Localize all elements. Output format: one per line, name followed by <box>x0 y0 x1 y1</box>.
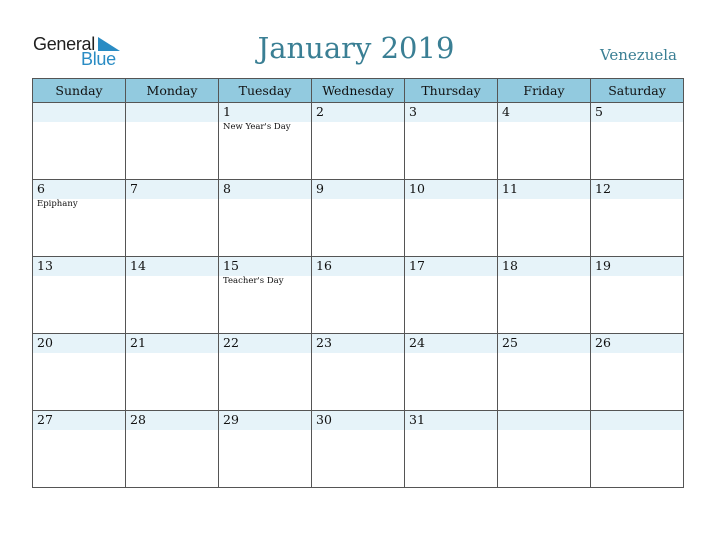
day-cell <box>219 334 312 411</box>
day-cell <box>312 411 405 488</box>
day-number: 6 <box>37 181 45 196</box>
day-number: 15 <box>223 258 239 273</box>
weekday-header-row <box>33 79 684 103</box>
country-label: Venezuela <box>599 46 677 64</box>
day-number: 27 <box>37 412 53 427</box>
day-cell <box>312 180 405 257</box>
day-cell <box>33 334 126 411</box>
day-number-bar <box>498 411 590 430</box>
week-row <box>33 257 684 334</box>
day-cell <box>405 334 498 411</box>
day-number: 23 <box>316 335 332 350</box>
day-cell <box>33 103 126 180</box>
day-number: 12 <box>595 181 611 196</box>
day-cell <box>498 180 591 257</box>
day-cell <box>219 180 312 257</box>
day-cell <box>498 334 591 411</box>
day-number: 10 <box>409 181 425 196</box>
day-cell <box>405 257 498 334</box>
day-number: 13 <box>37 258 53 273</box>
weekday-header: Monday <box>126 79 219 103</box>
week-row <box>33 411 684 488</box>
day-cell <box>591 334 684 411</box>
day-number: 28 <box>130 412 146 427</box>
day-number: 22 <box>223 335 239 350</box>
day-number-bar <box>219 103 311 122</box>
day-cell <box>498 257 591 334</box>
day-cell <box>33 411 126 488</box>
week-row <box>33 334 684 411</box>
day-number-bar <box>312 180 404 199</box>
day-number: 30 <box>316 412 332 427</box>
day-cell <box>591 411 684 488</box>
day-cell <box>498 411 591 488</box>
logo-text-blue: Blue <box>81 49 116 69</box>
calendar-body <box>33 103 684 488</box>
day-number-bar <box>126 103 218 122</box>
day-cell <box>591 103 684 180</box>
day-number: 21 <box>130 335 146 350</box>
weekday-header: Thursday <box>405 79 498 103</box>
day-number: 3 <box>409 104 417 119</box>
week-row <box>33 103 684 180</box>
day-cell <box>312 334 405 411</box>
day-number: 24 <box>409 335 425 350</box>
day-cell <box>312 103 405 180</box>
day-cell <box>126 180 219 257</box>
day-cell <box>219 411 312 488</box>
day-number: 31 <box>409 412 425 427</box>
day-number: 7 <box>130 181 138 196</box>
weekday-header: Friday <box>498 79 591 103</box>
day-number: 11 <box>502 181 518 196</box>
weekday-header: Saturday <box>591 79 684 103</box>
day-cell <box>405 411 498 488</box>
day-cell <box>126 411 219 488</box>
holiday-label: Epiphany <box>37 199 78 209</box>
day-cell <box>312 257 405 334</box>
day-number: 25 <box>502 335 518 350</box>
day-number: 8 <box>223 181 231 196</box>
day-number-bar <box>33 180 125 199</box>
day-number-bar <box>591 411 683 430</box>
day-cell <box>219 103 312 180</box>
day-number-bar <box>312 103 404 122</box>
day-cell <box>405 103 498 180</box>
day-number-bar <box>498 103 590 122</box>
day-cell <box>591 257 684 334</box>
logo-text-general: General <box>33 34 95 54</box>
day-number-bar <box>33 103 125 122</box>
day-number-bar <box>126 180 218 199</box>
day-cell <box>405 180 498 257</box>
day-cell <box>126 257 219 334</box>
day-number-bar <box>591 103 683 122</box>
day-number: 18 <box>502 258 518 273</box>
day-cell <box>591 180 684 257</box>
holiday-label: New Year's Day <box>223 122 291 132</box>
day-cell <box>33 257 126 334</box>
day-cell <box>498 103 591 180</box>
day-number: 14 <box>130 258 146 273</box>
weekday-header: Sunday <box>33 79 126 103</box>
day-number: 1 <box>223 104 231 119</box>
weekday-header: Wednesday <box>312 79 405 103</box>
day-cell <box>219 257 312 334</box>
day-number: 4 <box>502 104 510 119</box>
day-number: 29 <box>223 412 239 427</box>
day-number: 26 <box>595 335 611 350</box>
day-number: 9 <box>316 181 324 196</box>
day-cell <box>33 180 126 257</box>
day-cell <box>126 103 219 180</box>
calendar-title: January 2019 <box>257 31 455 65</box>
week-row <box>33 180 684 257</box>
day-number: 19 <box>595 258 611 273</box>
day-cell <box>126 334 219 411</box>
calendar-grid <box>32 78 684 488</box>
day-number: 16 <box>316 258 332 273</box>
day-number-bar <box>405 103 497 122</box>
day-number-bar <box>219 180 311 199</box>
day-number: 2 <box>316 104 324 119</box>
weekday-header: Tuesday <box>219 79 312 103</box>
day-number: 20 <box>37 335 53 350</box>
day-number: 5 <box>595 104 603 119</box>
holiday-label: Teacher's Day <box>223 276 284 286</box>
day-number: 17 <box>409 258 425 273</box>
